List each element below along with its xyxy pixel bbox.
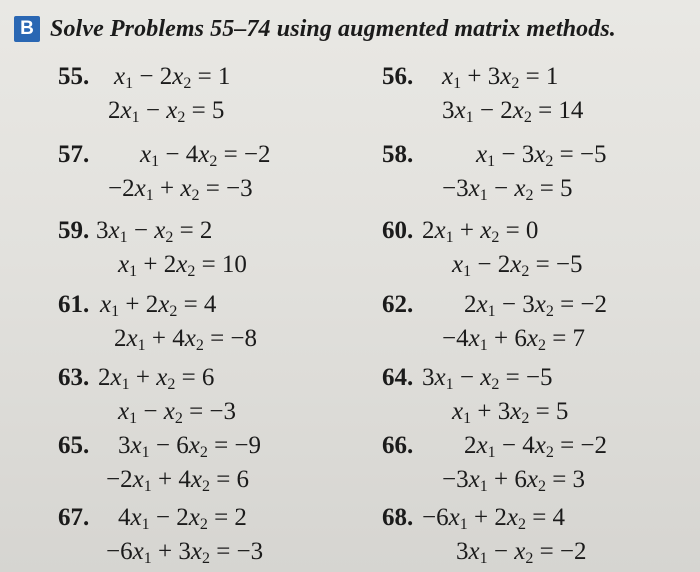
equation-2: $x_1 + 3x_2 = 5$: [452, 398, 569, 427]
problem-63: [58, 363, 358, 427]
problem-number: 65.: [58, 432, 90, 459]
problem-60: [382, 216, 682, 280]
problem-64: [382, 363, 682, 427]
problem-59: [58, 216, 358, 280]
problem-68: [382, 503, 682, 567]
equation-2: $-2x_1 + x_2 = -3$: [108, 175, 253, 204]
problem-55: [58, 62, 358, 126]
problem-number: 64.: [382, 364, 414, 391]
equation-1: $x_1 + 2x_2 = 4$: [100, 291, 217, 320]
equation-1: $x_1 - 3x_2 = -5$: [476, 141, 607, 170]
problem-67: [58, 503, 358, 567]
problem-number: 61.: [58, 291, 90, 318]
equation-1: $x_1 - 4x_2 = -2$: [140, 141, 271, 170]
equation-2: $x_1 - x_2 = -3$: [118, 398, 237, 427]
section-header: [14, 14, 616, 44]
section-title: Solve Problems 55–74 using augmented matrix methods.: [50, 15, 616, 42]
equation-1: $4x_1 - 2x_2 = 2$: [118, 504, 247, 533]
equation-2: $x_1 - 2x_2 = -5$: [452, 251, 583, 280]
problem-57: [58, 140, 358, 204]
problem-number: 57.: [58, 141, 90, 168]
equation-1: $3x_1 - x_2 = 2$: [96, 217, 213, 246]
problem-number: 62.: [382, 291, 414, 318]
equation-2: $3x_1 - x_2 = -2$: [456, 538, 587, 567]
problem-number: 67.: [58, 504, 90, 531]
problem-61: [58, 290, 358, 354]
equation-2: $-6x_1 + 3x_2 = -3$: [106, 538, 264, 567]
problem-65: [58, 431, 358, 495]
equation-2: $-4x_1 + 6x_2 = 7$: [442, 325, 586, 354]
equation-2: $3x_1 - 2x_2 = 14$: [442, 97, 584, 126]
equation-1: $2x_1 - 4x_2 = -2$: [464, 432, 608, 461]
section-badge: B: [14, 16, 40, 42]
problem-58: [382, 140, 682, 204]
problem-number: 60.: [382, 217, 414, 244]
problem-66: [382, 431, 682, 495]
equation-1: $x_1 - 2x_2 = 1$: [114, 63, 231, 92]
equation-1: $3x_1 - 6x_2 = -9$: [118, 432, 262, 461]
equation-2: $2x_1 - x_2 = 5$: [108, 97, 225, 126]
equation-2: $-3x_1 + 6x_2 = 3$: [442, 466, 586, 495]
problem-56: [382, 62, 682, 126]
problem-62: [382, 290, 682, 354]
problem-number: 56.: [382, 63, 414, 90]
problem-number: 59.: [58, 217, 90, 244]
equation-1: $2x_1 + x_2 = 6$: [98, 364, 215, 393]
equation-2: $x_1 + 2x_2 = 10$: [118, 251, 247, 280]
equation-1: $-6x_1 + 2x_2 = 4$: [422, 504, 566, 533]
problem-number: 63.: [58, 364, 90, 391]
equation-2: $-2x_1 + 4x_2 = 6$: [106, 466, 250, 495]
equation-2: $-3x_1 - x_2 = 5$: [442, 175, 573, 204]
equation-1: $3x_1 - x_2 = -5$: [422, 364, 553, 393]
equation-1: $x_1 + 3x_2 = 1$: [442, 63, 559, 92]
problem-number: 66.: [382, 432, 414, 459]
problem-number: 68.: [382, 504, 414, 531]
problem-number: 55.: [58, 63, 90, 90]
equation-2: $2x_1 + 4x_2 = -8$: [114, 325, 258, 354]
equation-1: $2x_1 - 3x_2 = -2$: [464, 291, 608, 320]
equation-1: $2x_1 + x_2 = 0$: [422, 217, 539, 246]
problem-number: 58.: [382, 141, 414, 168]
